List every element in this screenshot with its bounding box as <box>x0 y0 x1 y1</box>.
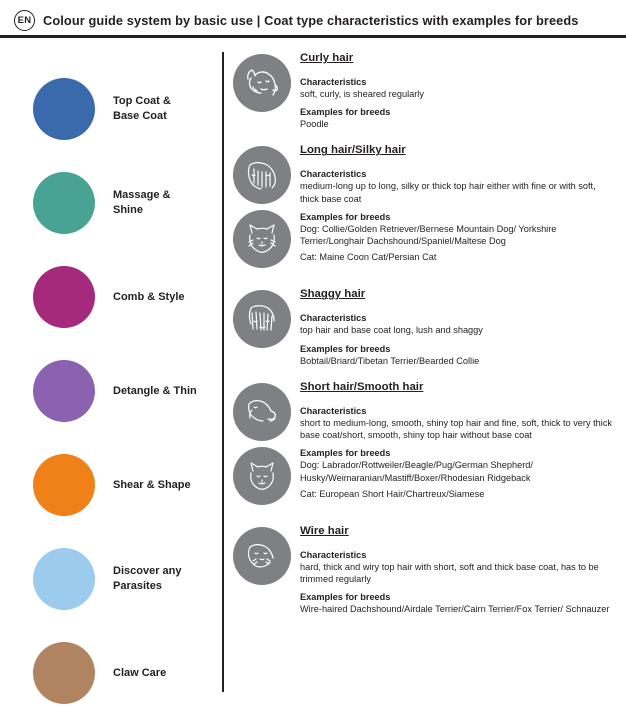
coat-icon-group <box>224 48 300 130</box>
colour-swatch-massage <box>33 172 95 234</box>
characteristics-heading: Characteristics <box>300 313 367 324</box>
colour-guide-row <box>0 344 222 438</box>
page-title: Colour guide system by basic use | Coat type characteristics with examples for breeds <box>43 13 579 28</box>
characteristics-text: medium-long up to long, silky or thick top hair either with fine or with soft, thick base coat <box>300 181 596 204</box>
dog-head-shaggy-icon <box>233 290 291 348</box>
cat-prefix: Cat: <box>300 488 317 499</box>
coat-type-block <box>224 284 626 366</box>
coat-type-text <box>300 48 626 130</box>
coat-types-column <box>224 40 626 700</box>
dog-head-short-icon <box>233 383 291 441</box>
colour-guide-row <box>0 62 222 156</box>
coat-type-title: Wire hair <box>300 524 349 537</box>
colour-guide-row <box>0 532 222 626</box>
coat-type-text <box>300 140 626 274</box>
examples-heading: Examples for breeds <box>300 211 391 222</box>
coat-type-block <box>224 521 626 616</box>
colour-swatch-shear <box>33 454 95 516</box>
colour-guide-row <box>0 156 222 250</box>
breed-text: Maine Coon Cat/Persian Cat <box>319 252 437 263</box>
dog-prefix: Dog: <box>300 460 320 471</box>
characteristics-heading: Characteristics <box>300 169 367 180</box>
coat-type-text <box>300 521 626 616</box>
dog-prefix: Dog: <box>300 223 320 234</box>
coat-type-text <box>300 284 626 366</box>
coat-icon-group <box>224 140 300 274</box>
colour-guide-row <box>0 626 222 720</box>
coat-type-title: Short hair/Smooth hair <box>300 380 424 393</box>
colour-swatch-comb <box>33 266 95 328</box>
coat-type-block <box>224 48 626 130</box>
coat-type-title: Long hair/Silky hair <box>300 144 406 157</box>
coat-type-title: Curly hair <box>300 52 354 64</box>
colour-swatch-label: Claw Care <box>113 666 167 679</box>
characteristics-heading: Characteristics <box>300 549 367 560</box>
breed-text: Labrador/Rottweiler/Beagle/Pug/German Shepherd/ Husky/Weimaranian/Mastiff/Boxer/Rhodesian Ridgeback <box>300 460 533 483</box>
content-area <box>0 40 626 700</box>
breed-list-dog <box>300 223 612 247</box>
colour-swatch-label: Massage & Shine <box>113 189 171 216</box>
breed-list-cat <box>300 251 612 263</box>
colour-guide-row <box>0 250 222 344</box>
breed-list: Wire-haired Dachshound/Airdale Terrier/Cairn Terrier/Fox Terrier/ Schnauzer <box>300 604 610 615</box>
coat-type-title: Shaggy hair <box>300 288 366 301</box>
colour-swatch-label: Comb & Style <box>113 290 185 303</box>
characteristics-heading: Characteristics <box>300 77 367 87</box>
breed-list: Poodle <box>300 119 329 130</box>
examples-heading: Examples for breeds <box>300 343 391 354</box>
characteristics-text: soft, curly, is sheared regularly <box>300 89 424 99</box>
colour-guide-row <box>0 438 222 532</box>
colour-swatch-label: Discover any Parasites <box>113 565 182 592</box>
examples-heading: Examples for breeds <box>300 448 391 459</box>
coat-icon-group <box>224 521 300 616</box>
cat-prefix: Cat: <box>300 252 317 263</box>
colour-swatch-top-coat <box>33 78 95 140</box>
header-divider <box>0 35 626 38</box>
characteristics-text: hard, thick and wiry top hair with short, soft and thick base coat, has to be trimmed regularly <box>300 561 599 585</box>
examples-heading: Examples for breeds <box>300 592 391 603</box>
breed-list-cat <box>300 488 612 500</box>
characteristics-text: short to medium-long, smooth, shiny top hair and fine, soft, thick to very thick base coat/short, smooth, shiny top hair without base coat <box>300 417 613 441</box>
breed-list-dog <box>300 459 612 483</box>
dog-head-long-icon <box>233 146 291 204</box>
coat-icon-group <box>224 284 300 366</box>
coat-type-text <box>300 377 626 511</box>
coat-type-block <box>224 140 626 274</box>
coat-icon-group <box>224 377 300 511</box>
colour-swatch-label: Detangle & Thin <box>113 384 197 397</box>
colour-swatch-claw <box>33 642 95 704</box>
dog-head-curly-icon <box>233 54 291 112</box>
dog-head-wire-icon <box>233 527 291 585</box>
cat-head-short-icon <box>233 447 291 505</box>
characteristics-heading: Characteristics <box>300 405 367 416</box>
coat-type-block <box>224 377 626 511</box>
examples-heading: Examples for breeds <box>300 107 391 118</box>
breed-text: Collie/Golden Retriever/Bernese Mountain Dog/ Yorkshire Terrier/Longhair Dachshound/Spaniel/Maltese Dog <box>300 223 557 247</box>
colour-swatch-detangle <box>33 360 95 422</box>
colour-swatch-label: Shear & Shape <box>113 478 191 491</box>
colour-swatch-parasites <box>33 548 95 610</box>
breed-text: European Short Hair/Chartreux/Siamese <box>319 488 485 499</box>
breed-list: Bobtail/Briard/Tibetan Terrier/Bearded Collie <box>300 355 480 366</box>
page-header <box>0 0 626 39</box>
colour-guide-column <box>0 40 222 700</box>
language-badge: EN <box>14 10 35 31</box>
characteristics-text: top hair and base coat long, lush and shaggy <box>300 325 483 336</box>
cat-head-long-icon <box>233 210 291 268</box>
colour-swatch-label: Top Coat & Base Coat <box>113 95 171 122</box>
